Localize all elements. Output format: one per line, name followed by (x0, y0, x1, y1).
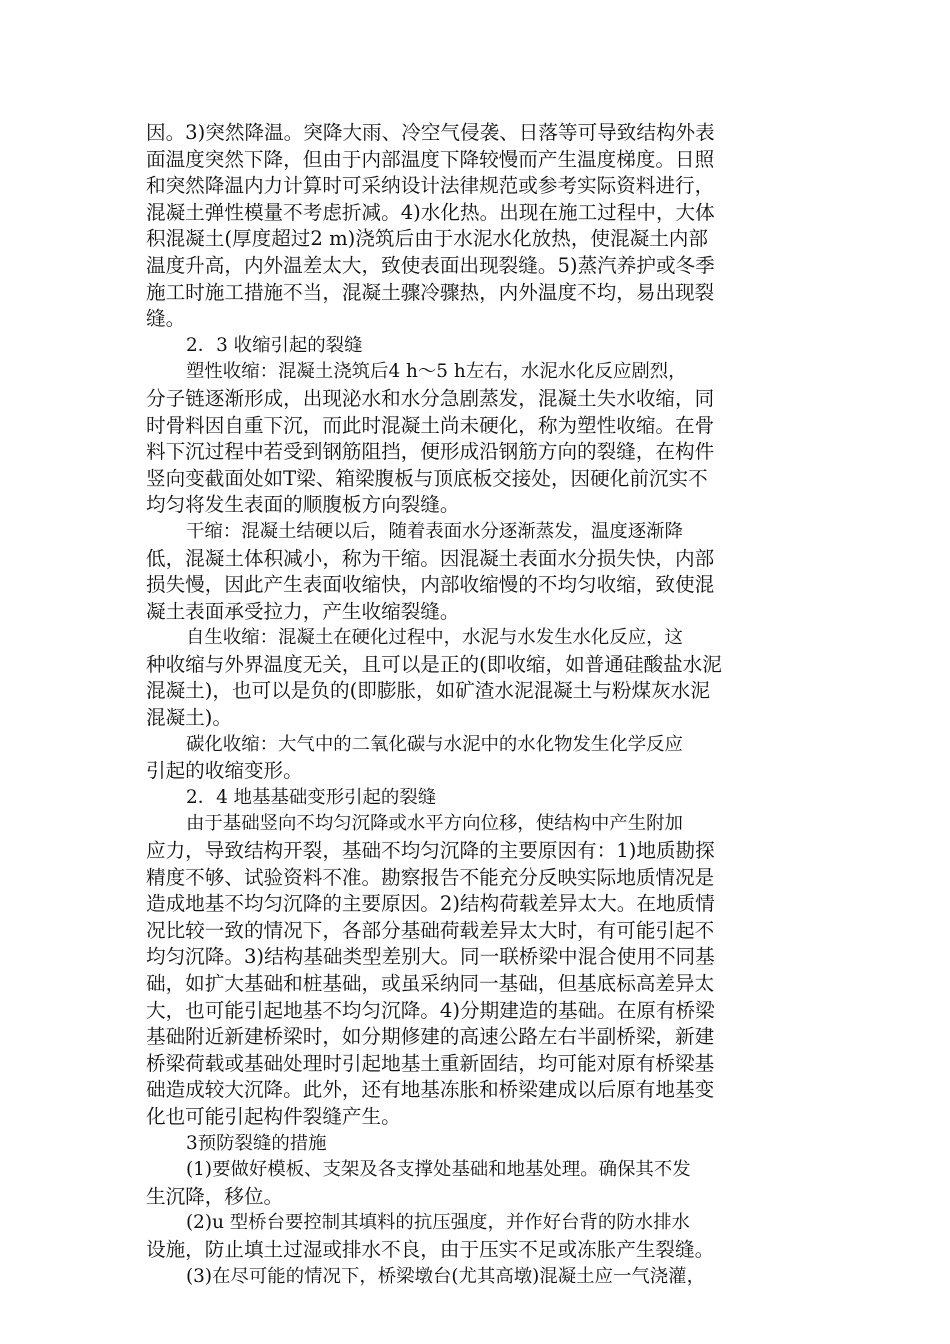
text-line: 温度升高，内外温差太大，致使表面出现裂缝。5)蒸汽养护或冬季 (146, 253, 715, 277)
text-line: 混凝土弹性模量不考虑折减。4)水化热。出现在施工过程中，大体 (146, 200, 715, 224)
text-line: 因。3)突然降温。突降大雨、冷空气侵袭、日落等可导致结构外表 (146, 121, 715, 144)
text-line: 础造成较大沉降。此外，还有地基冻胀和桥梁建成以后原有地基变 (146, 1078, 715, 1102)
text-line: 基础附近新建桥梁时，如分期修建的高速公路左右半副桥梁，新建 (146, 1025, 715, 1049)
text-line: 种收缩与外界温度无关，且可以是正的(即收缩，如普通硅酸盐水泥 (146, 652, 722, 676)
text-line: 础，如扩大基础和桩基础，或虽采纳同一基础，但基底标高差异太 (146, 972, 715, 995)
document-page (146, 120, 816, 1290)
text-line: 凝土表面承受拉力，产生收缩裂缝。 (146, 599, 460, 623)
text-line: 积混凝土(厚度超过2 m)浇筑后由于水泥水化放热，使混凝土内部 (146, 227, 708, 251)
paragraph-first-line: (1)要做好模板、支架及各支撑处基础和地基处理。确保其不发 (186, 1159, 691, 1181)
text-line: 大，也可能引起地基不均匀沉降。4)分期建造的基础。在原有桥梁 (146, 998, 715, 1022)
text-line: 精度不够、试验资料不准。勘察报告不能充分反映实际地质情况是 (146, 865, 715, 889)
paragraph-first-line: 干缩：混凝土结硬以后，随着表面水分逐渐蒸发，温度逐渐降 (186, 520, 683, 542)
paragraph-first-line: 3预防裂缝的措施 (186, 1132, 327, 1154)
text-line: 均匀沉降。3)结构基础类型差别大。同一联桥梁中混合使用不同基 (146, 945, 715, 969)
text-line: 时骨料因自重下沉，而此时混凝土尚未硬化，称为塑性收缩。在骨 (146, 413, 715, 437)
text-line: 混凝土)，也可以是负的(即膨胀，如矿渣水泥混凝土与粉煤灰水泥 (146, 679, 710, 703)
text-line: 和突然降温内力计算时可采纳设计法律规范或参考实际资料进行， (146, 174, 715, 198)
text-line: 生沉降，移位。 (146, 1184, 284, 1208)
text-line: 化也可能引起构件裂缝产生。 (146, 1104, 401, 1128)
text-line: 损失慢，因此产生表面收缩快，内部收缩慢的不均匀收缩，致使混 (146, 573, 715, 597)
text-line: 均匀将发生表面的顺腹板方向裂缝。 (146, 493, 460, 517)
paragraph-first-line: (2)u 型桥台要控制其填料的抗压强度，并作好台背的防水排水 (186, 1212, 690, 1234)
paragraph-first-line: 2．3 收缩引起的裂缝 (186, 334, 363, 356)
text-line: 桥梁荷载或基础处理时引起地基土重新固结，均可能对原有桥梁基 (146, 1051, 715, 1075)
paragraph-first-line: 2．4 地基基础变形引起的裂缝 (186, 786, 437, 808)
text-line: 混凝土)。 (146, 706, 233, 730)
text-line: 低，混凝土体积减小，称为干缩。因混凝土表面水分损失快，内部 (146, 546, 715, 570)
text-line: 料下沉过程中若受到钢筋阻挡，便形成沿钢筋方向的裂缝，在构件 (146, 440, 715, 464)
paragraph-first-line: 碳化收缩：大气中的二氧化碳与水泥中的水化物发生化学反应 (186, 733, 683, 755)
text-line: 设施，防止填土过湿或排水不良，由于压实不足或冻胀产生裂缝。 (146, 1237, 715, 1261)
paragraph-first-line: 自生收缩：混凝土在硬化过程中，水泥与水发生水化反应，这 (186, 627, 683, 649)
text-line: 造成地基不均匀沉降的主要原因。2)结构荷载差异太大。在地质情 (146, 892, 715, 916)
text-line: 况比较一致的情况下，各部分基础荷载差异太大时，有可能引起不 (146, 918, 715, 942)
text-line: 引起的收缩变形。 (146, 759, 303, 783)
paragraph-first-line: 塑性收缩：混凝土浇筑后4 h～5 h左右，水泥水化反应剧烈， (186, 361, 687, 383)
text-line: 竖向变截面处如T梁、箱梁腹板与顶底板交接处，因硬化前沉实不 (146, 466, 708, 490)
text-line: 施工时施工措施不当，混凝土骤冷骤热，内外温度不均，易出现裂 (146, 280, 715, 304)
paragraph-first-line: 由于基础竖向不均匀沉降或水平方向位移，使结构中产生附加 (186, 813, 683, 835)
paragraph-first-line: (3)在尽可能的情况下，桥梁墩台(尤其高墩)混凝土应一气浇灌， (186, 1265, 705, 1287)
text-line: 面温度突然下降，但由于内部温度下降较慢而产生温度梯度。日照 (146, 147, 715, 171)
text-line: 缝。 (146, 307, 186, 331)
text-line: 应力，导致结构开裂，基础不均匀沉降的主要原因有：1)地质勘探 (146, 839, 715, 863)
text-line: 分子链逐渐形成，出现泌水和水分急剧蒸发，混凝土失水收缩，同 (146, 386, 715, 410)
